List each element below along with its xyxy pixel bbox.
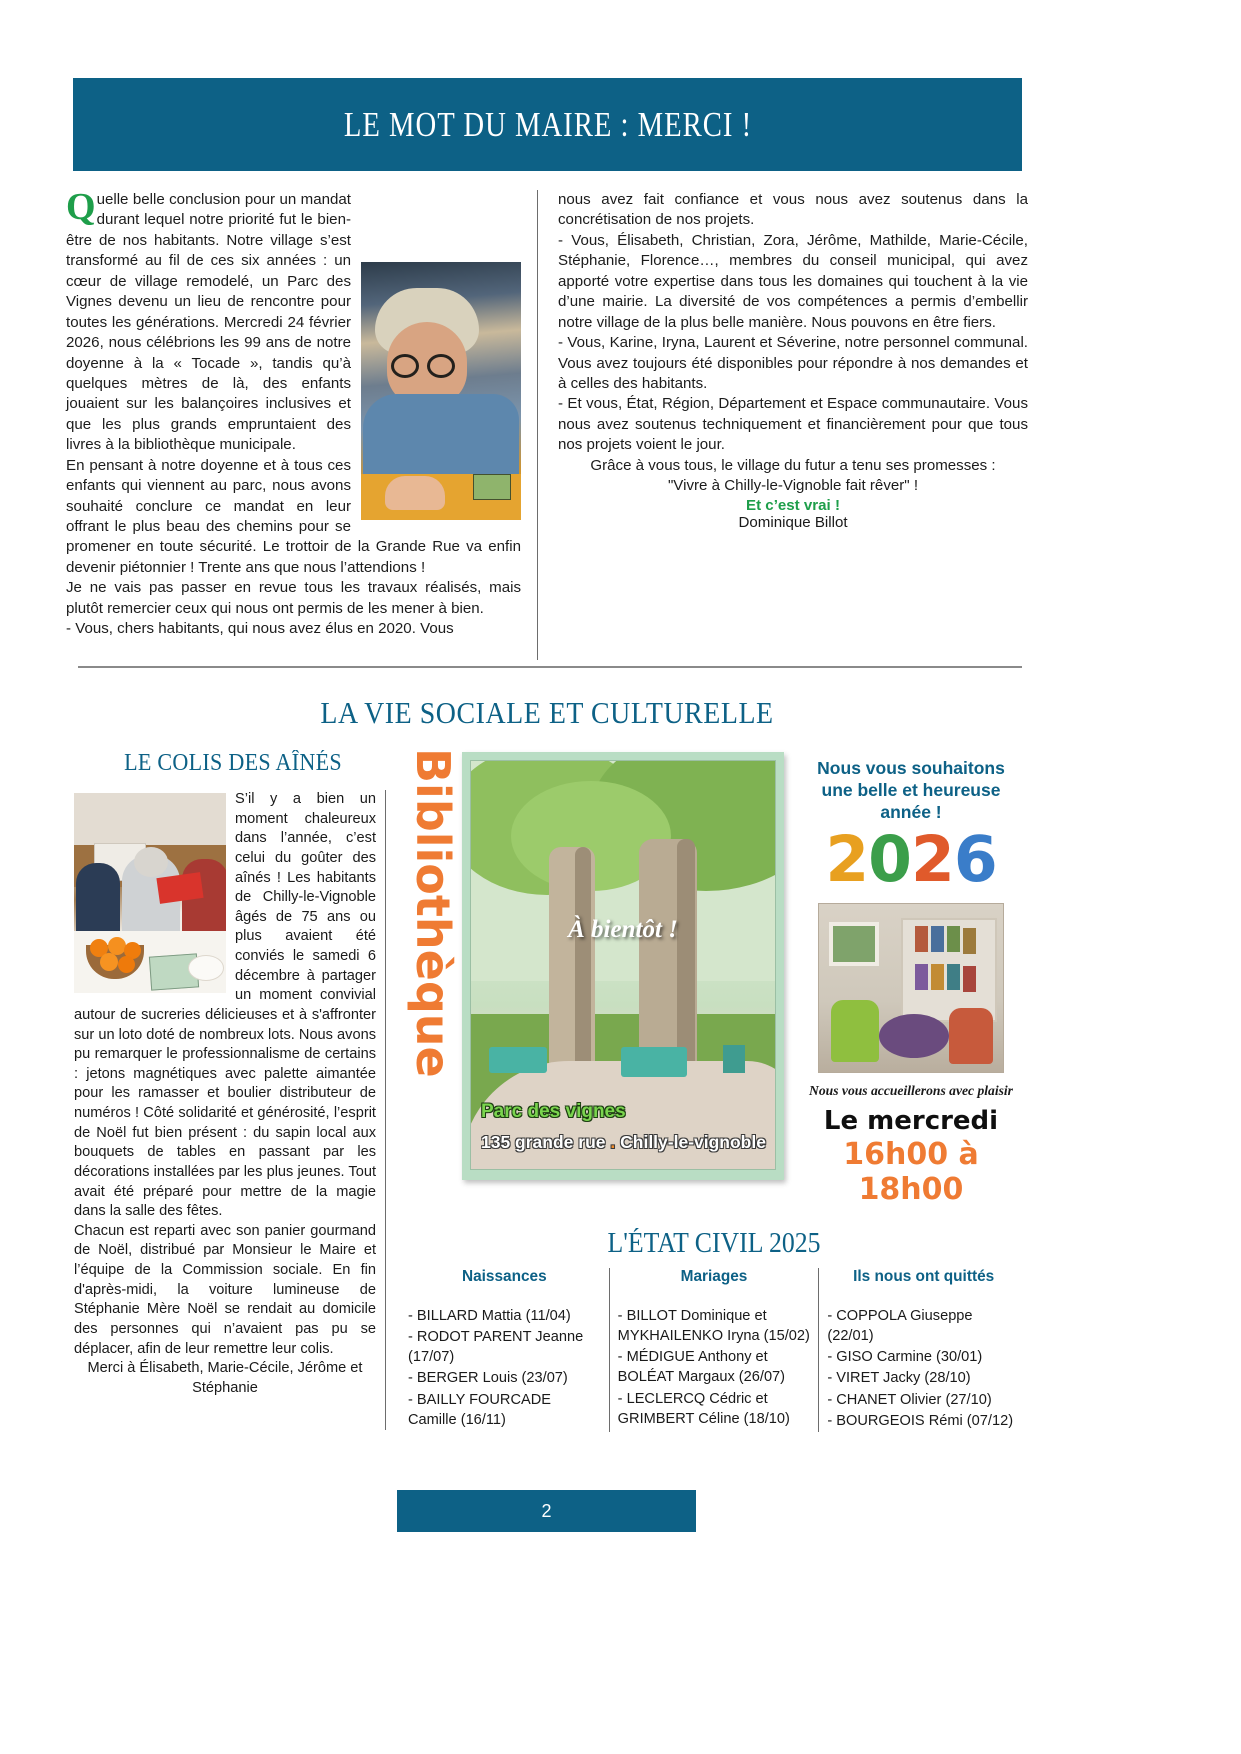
etat-civil-header-mariages: Mariages (680, 1268, 748, 1285)
promo-year-digit-3: 2 (911, 822, 954, 896)
bibliotheque-poster (462, 752, 784, 1180)
letter-paragraph-6: - Vous, Élisabeth, Christian, Zora, Jérôme, Mathilde, Marie-Cécile, Stéphanie, Florence…, membres du conseil municipal, qui avez apporté votre expertise dans tous les domaines qui touchent à la vie d’une mairie. La diversité de vos compétences a permis d’embellir notre village de la plus belle manière. Nous pouvons en être fiers. (558, 231, 1028, 331)
list-item: - GISO Carmine (30/01) (827, 1349, 983, 1366)
list-item: - BAILLY FOURCADE Camille (16/11) (408, 1391, 552, 1428)
drop-cap: Q (66, 186, 96, 228)
etat-civil-header-deces: Ils nous ont quittés (853, 1268, 995, 1285)
poster-place-label: Parc des vignes (481, 1101, 626, 1122)
promo-year-digit-1: 2 (825, 822, 869, 896)
letter-paragraph-1-text: uelle belle conclusion pour un mandat durant lequel notre priorité fut le bien-être de nos habitants. Notre village s’est transformé au fil de ces six années : un cœur de village remodelé, un Parc des Vignes devenu un lieu de rencontre pour toutes les générations. Mercredi 24 février 2026, nous célébrions les 99 ans de notre doyenne à la « Tocade », tandis qu’à quelques mètres de là, des enfants jouaient sur les balançoires inclusives et que les plus grands empruntaient des livres à la bibliothèque municipale. (66, 191, 351, 454)
page-number: 2 (541, 1500, 552, 1521)
colis-paragraph-1: S’il y a bien un moment chaleureux dans l’année, c’est celui du goûter des aînés ! Les habitants de Chilly-le-Vignoble âgés de 75 ans ou plus avaient été conviés le samedi 6 décembre à partager un moment convivial autour de sucreries délicieuses et à s'affronter sur un loto doté de nombreux lots. Nous avons pu remarquer le professionnalisme de certains : jetons magnétiques avec palette aimantée pour les ramasser et boulier distributeur de numéros ! Côté solidarité et générosité, l’esprit de Noël fut bien présent : du sapin local aux bouquets de tables en passant par les décorations installées par les plus jeunes. Tout avait été préparé pour mettre de la magie dans la salle des fêtes. (74, 791, 376, 1220)
letter-closing-line: Grâce à vous tous, le village du futur a tenu ses promesses : (590, 456, 996, 474)
promo-wish-line-2: une belle et heureuse (821, 779, 1001, 800)
etat-civil-column-deces (818, 1268, 1028, 1432)
promo-year-digit-2: 0 (868, 822, 911, 896)
colis-column (74, 790, 386, 1430)
list-item: - MÉDIGUE Anthony et BOLÉAT Margaux (26/07) (617, 1349, 786, 1386)
library-room-photo (818, 903, 1004, 1073)
etat-civil-list-deces (827, 1306, 1020, 1431)
bibliotheque-vertical-label: Bibliothèque (406, 748, 460, 1078)
bibliotheque-promo (795, 758, 1027, 1207)
page-title: LE MOT DU MAIRE : MERCI ! (343, 104, 752, 144)
letter-column-right (558, 190, 1028, 660)
mayor-photo (361, 262, 521, 520)
section-title-vie-sociale: LA VIE SOCIALE ET CULTURELLE (320, 695, 774, 730)
page-footer (397, 1490, 696, 1532)
mayor-letter (66, 186, 1028, 660)
poster-greeting: À bientôt ! (568, 916, 678, 944)
etat-civil-list-mariages (618, 1306, 811, 1429)
colis-photo (74, 793, 226, 993)
letter-paragraph-3: Je ne vais pas passer en revue tous les travaux réalisés, mais plutôt remercier ceux qui nous ont permis de les mener à bien. (66, 579, 521, 617)
etat-civil-header-naissances: Naissances (461, 1268, 547, 1285)
etat-civil-table (400, 1268, 1028, 1432)
promo-year-digit-4: 6 (953, 822, 997, 896)
poster-address-street: 135 grande rue (481, 1132, 606, 1152)
letter-slogan: "Vivre à Chilly-le-Vignoble fait rêver" ! (667, 477, 919, 495)
list-item: - CHANET Olivier (27/10) (827, 1391, 992, 1408)
list-item: - BILLOT Dominique et MYKHAILENKO Iryna (15/02) (617, 1308, 810, 1345)
section-divider (78, 666, 1022, 668)
list-item: - COPPOLA Giuseppe (22/01) (827, 1308, 973, 1345)
colis-paragraph-2: Chacun est reparti avec son panier gourmand de Noël, distribué par Monsieur le Maire et l’équipe de la Commission sociale. En fin d'après-midi, la voiture lumineuse de Stéphanie Mère Noël se rendait au domicile des personnes qui n’avaient pas pu se déplacer, afin de leur remettre leur colis. (74, 1222, 376, 1357)
list-item: - LECLERCQ Cédric et GRIMBERT Céline (18/10) (617, 1390, 790, 1427)
promo-hours: 16h00 à 18h00 (843, 1136, 979, 1207)
poster-address-label (481, 1132, 766, 1153)
mayor-banner (73, 78, 1022, 171)
letter-signature-name: Dominique Billot (738, 513, 848, 531)
letter-paragraph-4: - Vous, chers habitants, qui nous avez élus en 2020. Vous (66, 620, 454, 638)
promo-wish-line-1: Nous vous souhaitons (817, 758, 1005, 778)
list-item: - BOURGEOIS Rémi (07/12) (827, 1412, 1014, 1429)
letter-paragraph-8: - Et vous, État, Région, Département et Espace communautaire. Vous nous avez soutenus techniquement et financièrement pour que tous nos projets voient le jour. (558, 395, 1028, 454)
promo-welcome: Nous vous accueillerons avec plaisir (809, 1082, 1013, 1098)
etat-civil-column-mariages (609, 1268, 819, 1432)
list-item: - VIRET Jacky (28/10) (827, 1370, 971, 1387)
list-item: - BERGER Louis (23/07) (408, 1370, 568, 1387)
letter-column-left (66, 186, 538, 660)
poster-artwork (470, 760, 776, 1170)
colis-credit: Merci à Élisabeth, Marie-Cécile, Jérôme et Stéphanie (87, 1360, 363, 1396)
promo-year (795, 822, 1027, 896)
letter-paragraph-7: - Vous, Karine, Iryna, Laurent et Séverine, notre personnel communal. Vous avez toujours été disponibles pour répondre à nos demandes et à celles des habitants. (558, 334, 1028, 392)
promo-wish-line-3: année ! (880, 801, 942, 822)
letter-paragraph-5: nous avez fait confiance et vous nous avez soutenus dans la concrétisation de nos projets. (558, 191, 1028, 229)
etat-civil-title: L'ÉTAT CIVIL 2025 (607, 1228, 821, 1259)
poster-address-town: Chilly-le-vignoble (620, 1132, 766, 1152)
letter-paragraph-2: En pensant à notre doyenne et à tous ces enfants qui viennent au parc, nous avons souhaité conclure ce mandat en leur offrant le plus beau des chemins pour se promener en toute sécurité. Le trottoir de la Grande Rue va enfin devenir piétonnier ! Trente ans que nous l’attendions ! (66, 456, 521, 576)
letter-signature-tagline: Et c’est vrai ! (746, 496, 840, 514)
poster-address-separator: . (610, 1132, 616, 1152)
promo-wish (795, 758, 1027, 824)
list-item: - RODOT PARENT Jeanne (17/07) (408, 1329, 584, 1366)
etat-civil-list-naissances (408, 1306, 601, 1430)
promo-day: Le mercredi (823, 1105, 999, 1136)
colis-title: LE COLIS DES AÎNÉS (124, 750, 342, 776)
etat-civil-column-naissances (400, 1268, 609, 1432)
list-item: - BILLARD Mattia (11/04) (408, 1308, 571, 1324)
